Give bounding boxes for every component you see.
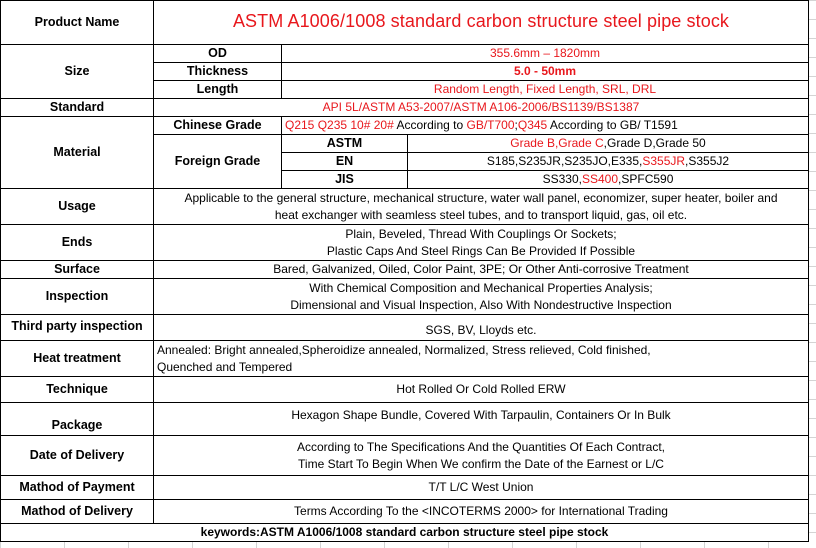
row-inspection [1, 279, 809, 315]
astm-grade-bc: Grade B,Grade C [510, 136, 604, 150]
od-value: 355.6mm – 1820mm [282, 45, 809, 63]
usage-line-1: Applicable to the general structure, mechanical structure, water wall panel, economizer, super heater, boiler and [184, 190, 778, 205]
surface-value: Bared, Galvanized, Oiled, Color Paint, 3PE; Or Other Anti-corrosive Treatment [154, 261, 809, 279]
en-grade-c: ,S355J2 [685, 154, 730, 168]
keywords-value: keywords:ASTM A1006/1008 standard carbon structure steel pipe stock [1, 524, 809, 542]
en-grade-a: S185,S235JR,S235JO,E335, [486, 154, 643, 168]
row-standard [1, 99, 809, 117]
usage-line-2: heat exchanger with seamless steel tubes, and to transport liquid, gas, oil etc. [274, 207, 688, 222]
chinese-grade-q345: Q345 [517, 118, 548, 132]
chinese-grade-sep: ; [514, 118, 518, 132]
size-label: Size [1, 45, 154, 99]
en-grade-s355jr: S355JR [642, 154, 686, 168]
en-label: EN [282, 153, 408, 171]
usage-value [154, 189, 809, 225]
technique-label: Technique [1, 377, 154, 403]
ends-line-1: Plain, Beveled, Thread With Couplings Or Sockets; [345, 226, 617, 241]
heat-treatment-label: Heat treatment [1, 341, 154, 377]
heat-treatment-line-1: Annealed: Bright annealed,Spheroidize annealed, Normalized, Stress relieved, Cold finished, [157, 342, 651, 357]
jis-grade-c: ,SPFC590 [618, 172, 674, 186]
jis-grade-a: SS330, [542, 172, 582, 186]
row-product-name [1, 1, 809, 45]
delivery-date-label: Date of Delivery [1, 436, 154, 476]
row-delivery-date [1, 436, 809, 476]
payment-value: T/T L/C West Union [154, 476, 809, 500]
inspection-label: Inspection [1, 279, 154, 315]
third-party-value: SGS, BV, Lloyds etc. [154, 315, 809, 341]
delivery-date-line-2: Time Start To Begin When We confirm the Date of the Earnest or L/C [298, 456, 664, 471]
chinese-grade-value [282, 117, 809, 135]
row-heat-treatment [1, 341, 809, 377]
length-label: Length [154, 81, 282, 99]
row-technique [1, 377, 809, 403]
surface-label: Surface [1, 261, 154, 279]
foreign-grade-label: Foreign Grade [154, 135, 282, 189]
product-title-cell [154, 1, 809, 45]
usage-label: Usage [1, 189, 154, 225]
payment-label: Mathod of Payment [1, 476, 154, 500]
delivery-date-value [154, 436, 809, 476]
row-third-party [1, 315, 809, 341]
astm-grade-d50: ,Grade D,Grade 50 [603, 136, 706, 150]
row-surface [1, 261, 809, 279]
technique-value: Hot Rolled Or Cold Rolled ERW [154, 377, 809, 403]
ends-label: Ends [1, 225, 154, 261]
row-usage [1, 189, 809, 225]
delivery-method-value: Terms According To the <INCOTERMS 2000> for International Trading [154, 500, 809, 524]
ends-line-2: Plastic Caps And Steel Rings Can Be Provided If Possible [326, 243, 636, 258]
inspection-line-1: With Chemical Composition and Mechanical Properties Analysis; [309, 280, 653, 295]
row-payment [1, 476, 809, 500]
length-value: Random Length, Fixed Length, SRL, DRL [282, 81, 809, 99]
delivery-method-label: Mathod of Delivery [1, 500, 154, 524]
row-material-chinese [1, 117, 809, 135]
heat-treatment-line-2: Quenched and Tempered [157, 359, 293, 374]
chinese-grade-gb700: GB/T700 [466, 118, 515, 132]
chinese-grade-q: Q215 Q235 10# 20# [285, 118, 394, 132]
astm-value [408, 135, 809, 153]
jis-grade-ss400: SS400 [581, 172, 619, 186]
row-keywords [1, 524, 809, 542]
row-size-od [1, 45, 809, 63]
inspection-value [154, 279, 809, 315]
jis-value [408, 171, 809, 189]
package-value: Hexagon Shape Bundle, Covered With Tarpaulin, Containers Or In Bulk [154, 403, 809, 436]
material-label: Material [1, 117, 154, 189]
jis-label: JIS [282, 171, 408, 189]
package-label: Package [1, 403, 154, 436]
en-value [408, 153, 809, 171]
heat-treatment-value [154, 341, 809, 377]
third-party-label: Third party inspection [1, 315, 154, 341]
thickness-value: 5.0 - 50mm [282, 63, 809, 81]
product-title: ASTM A1006/1008 standard carbon structure steel pipe stock [232, 11, 730, 31]
row-delivery-method [1, 500, 809, 524]
ends-value [154, 225, 809, 261]
inspection-line-2: Dimensional and Visual Inspection, Also With Nondestructive Inspection [290, 297, 672, 312]
delivery-date-line-1: According to The Specifications And the Quantities Of Each Contract, [297, 439, 665, 454]
chinese-grade-label: Chinese Grade [154, 117, 282, 135]
astm-label: ASTM [282, 135, 408, 153]
standard-label: Standard [1, 99, 154, 117]
row-ends [1, 225, 809, 261]
standard-value: API 5L/ASTM A53-2007/ASTM A106-2006/BS1139/BS1387 [154, 99, 809, 117]
od-label: OD [154, 45, 282, 63]
row-package [1, 403, 809, 436]
product-name-label: Product Name [1, 1, 154, 45]
chinese-grade-text-b: According to GB/ T1591 [547, 118, 678, 132]
thickness-label: Thickness [154, 63, 282, 81]
chinese-grade-text-a: According to [393, 118, 467, 132]
